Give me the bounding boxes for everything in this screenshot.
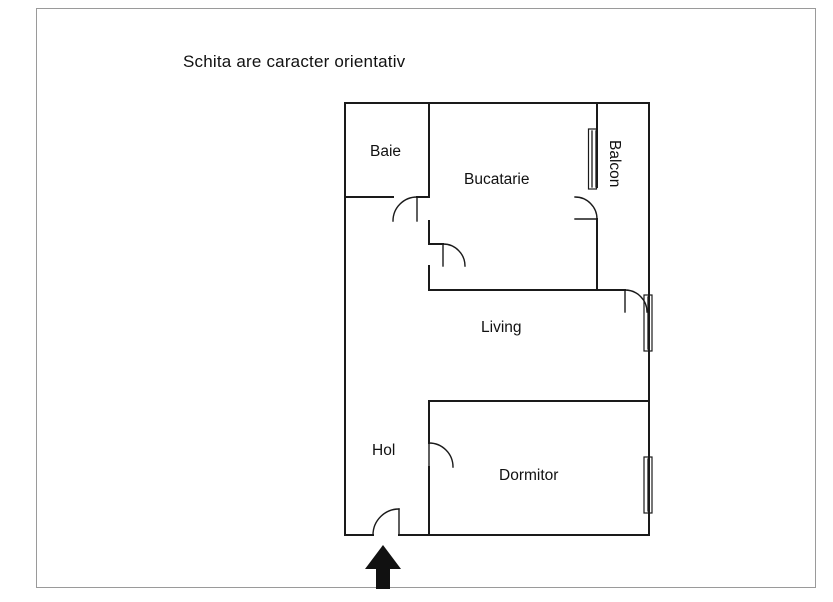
room-label-hol: Hol	[372, 442, 396, 459]
door-swing-dormitor	[429, 443, 453, 467]
door-swing-entrance	[373, 509, 399, 535]
page-title: Schita are caracter orientativ	[183, 52, 406, 71]
door-swing-balcon	[575, 197, 597, 219]
door-swing-baie	[393, 197, 417, 221]
room-label-living: Living	[481, 319, 522, 336]
image-frame	[36, 8, 816, 588]
room-label-bucatarie: Bucatarie	[464, 171, 530, 188]
room-label-balcon: Balcon	[606, 140, 623, 188]
floorplan-diagram	[317, 79, 697, 589]
room-label-dormitor: Dormitor	[499, 467, 559, 484]
room-label-baie: Baie	[370, 143, 402, 160]
entrance-arrow	[365, 545, 401, 589]
door-swing-bucatarie	[443, 244, 465, 266]
